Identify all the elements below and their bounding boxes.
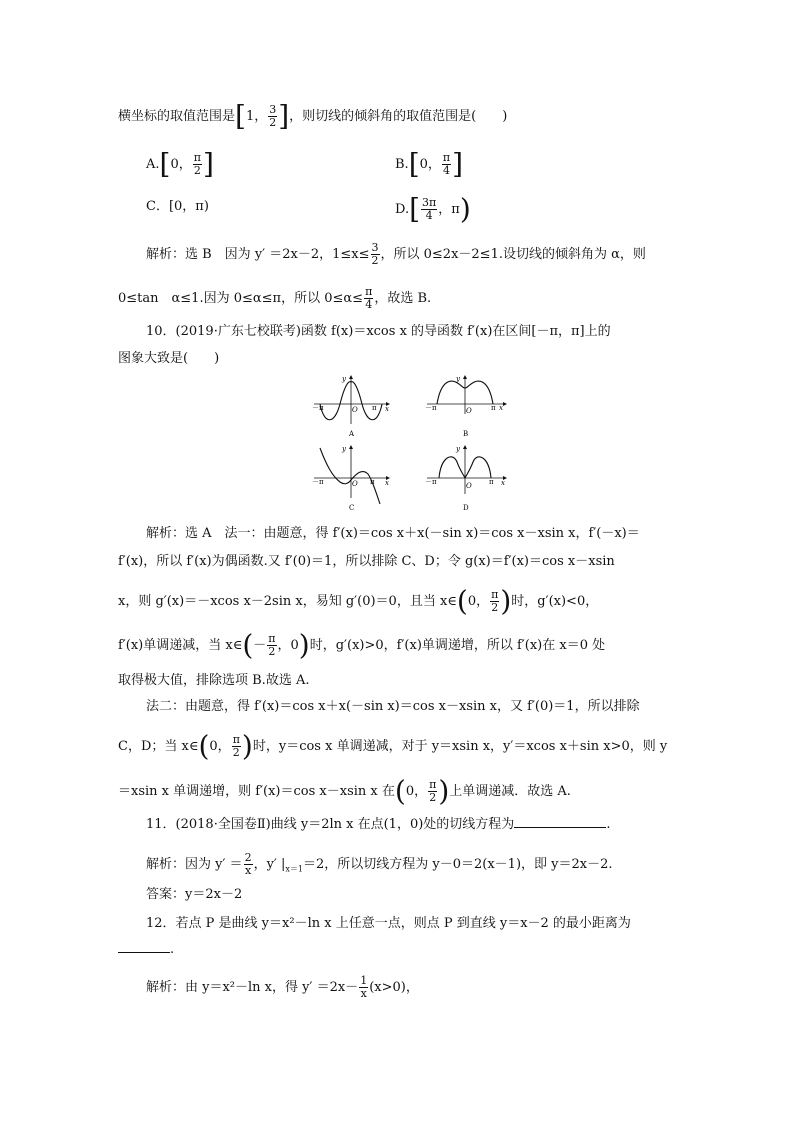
- graph-b: [425, 374, 511, 444]
- q9-option-c: C．[0，π): [146, 199, 209, 214]
- q10-solution-line5: 取得极大值，排除选项 B.故选 A.: [118, 673, 310, 688]
- q12-answer-blank: [118, 940, 170, 953]
- graph-d-x-label: x: [501, 479, 505, 487]
- graph-c-x-label: x: [385, 479, 389, 487]
- q11-solution: 解析：因为 y′ ＝ $\frac{2}{x}$ ，y′ $|_{x=1}=2$，所以切线方程为 y－0＝2(x－1)，即 y＝2x－2.: [146, 851, 613, 877]
- graph-b-x-label: x: [499, 404, 503, 412]
- graph-a-pos-pi: π: [372, 404, 377, 412]
- q10-method2-line1: 法二：由题意，得 f′(x)＝cos x＋x(－sin x)＝cos x－xsin x，又 f′(0)＝1，所以排除: [146, 699, 640, 714]
- graph-b-pos-pi: π: [491, 404, 496, 412]
- graph-b-y-label: y: [456, 375, 460, 383]
- graph-b-neg-pi: －π: [425, 404, 437, 412]
- q10-solution-line3: x，则 g′(x)＝－xcos x－2sin x，易知 g′(0)＝0，且当 x∈(0， $\frac{\pi}{2}$ )时，g′(x)<0，: [118, 584, 599, 618]
- q12-stem-line1: 12．若点 P 是曲线 y＝x²－ln x 上任意一点，则点 P 到直线 y＝x－2 的最小距离为: [146, 916, 631, 931]
- graph-c: [312, 444, 392, 518]
- q11-answer-blank: [514, 815, 606, 828]
- q10-solution-line2: f′(x)，所以 f′(x)为偶函数.又 f′(0)＝1，所以排除 C、D；令 g(x)＝f′(x)＝cos x－xsin: [118, 554, 615, 569]
- q9-option-d: D.[ $\frac{3\pi}{4}$ ，π): [395, 192, 471, 226]
- graph-d-pos-pi: π: [489, 478, 494, 486]
- graph-d-neg-pi: －π: [425, 478, 437, 486]
- graph-c-origin: O: [352, 480, 358, 488]
- q12-stem-line2: .: [118, 940, 174, 960]
- q9-solution-line2: 0≤tan α≤1.因为 0≤α≤π，所以 0≤α≤ $\frac{\pi}{4}$ ，故选 B.: [118, 285, 432, 311]
- q10-solution-line4: f′(x)单调递减，当 x∈(－ $\frac{\pi}{2}$ ，0)时，g′(x)>0，f′(x)单调递增，所以 f′(x)在 x＝0 处: [118, 628, 606, 662]
- graph-c-y-label: y: [342, 445, 346, 453]
- graph-a: [312, 374, 392, 444]
- q12-solution: 解析：由 y＝x²－ln x，得 y′ ＝2x－ $\frac{1}{x}$ (x>0)，: [146, 974, 419, 1000]
- graph-d: [425, 444, 511, 518]
- graph-d-y-label: y: [456, 445, 460, 453]
- graph-c-pos-pi: π: [370, 478, 375, 486]
- q10-solution-line1: 解析：选 A 法一：由题意，得 f′(x)＝cos x＋x(－sin x)＝cos x－xsin x，f′(－x)＝: [146, 526, 640, 541]
- q11-answer: 答案：y＝2x－2: [146, 887, 243, 902]
- graph-b-origin: O: [466, 407, 472, 415]
- graph-c-caption: C: [349, 504, 355, 512]
- q9-stem: 横坐标的取值范围是[1， $\frac{3}{2}$ ]，则切线的倾斜角的取值范围是( ): [118, 99, 508, 133]
- q10-method2-line3: ＝xsin x 单调递增，则 f′(x)＝cos x－xsin x 在(0， $\frac{\pi}{2}$ )上单调递减．故选 A.: [118, 774, 571, 808]
- q11-stem: 11．(2018·全国卷Ⅱ)曲线 y＝2ln x 在点(1，0)处的切线方程为 .: [146, 817, 611, 832]
- graph-a-neg-pi: －π: [312, 404, 324, 412]
- q9-solution-line1: 解析：选 B 因为 y′ ＝2x－2，1≤x≤ $\frac{3}{2}$ ，所以 0≤2x－2≤1.设切线的倾斜角为 α，则: [146, 241, 646, 267]
- q10-stem-line2: 图象大致是( ): [118, 351, 220, 366]
- graph-a-origin: O: [352, 406, 358, 414]
- graph-a-x-label: x: [385, 405, 389, 413]
- q10-method2-line2: C，D；当 x∈(0， $\frac{\pi}{2}$ )时，y＝cos x 单调递减，对于 y＝xsin x，y′＝xcos x＋sin x>0，则 y: [118, 729, 668, 763]
- q9-option-a: A.[0， $\frac{\pi}{2}$ ]: [146, 147, 214, 181]
- graph-d-origin: O: [466, 482, 472, 490]
- q9-option-b: B.[0， $\frac{\pi}{4}$ ]: [395, 147, 464, 181]
- graph-a-caption: A: [349, 430, 355, 438]
- graph-b-caption: B: [463, 430, 469, 438]
- graph-d-caption: D: [463, 504, 469, 512]
- graph-a-y-label: y: [342, 375, 346, 383]
- q10-stem-line1: 10．(2019·广东七校联考)函数 f(x)＝xcos x 的导函数 f′(x)在区间[－π，π]上的: [146, 324, 611, 339]
- graph-c-neg-pi: －π: [312, 478, 324, 486]
- graph-c-curve: [320, 448, 380, 504]
